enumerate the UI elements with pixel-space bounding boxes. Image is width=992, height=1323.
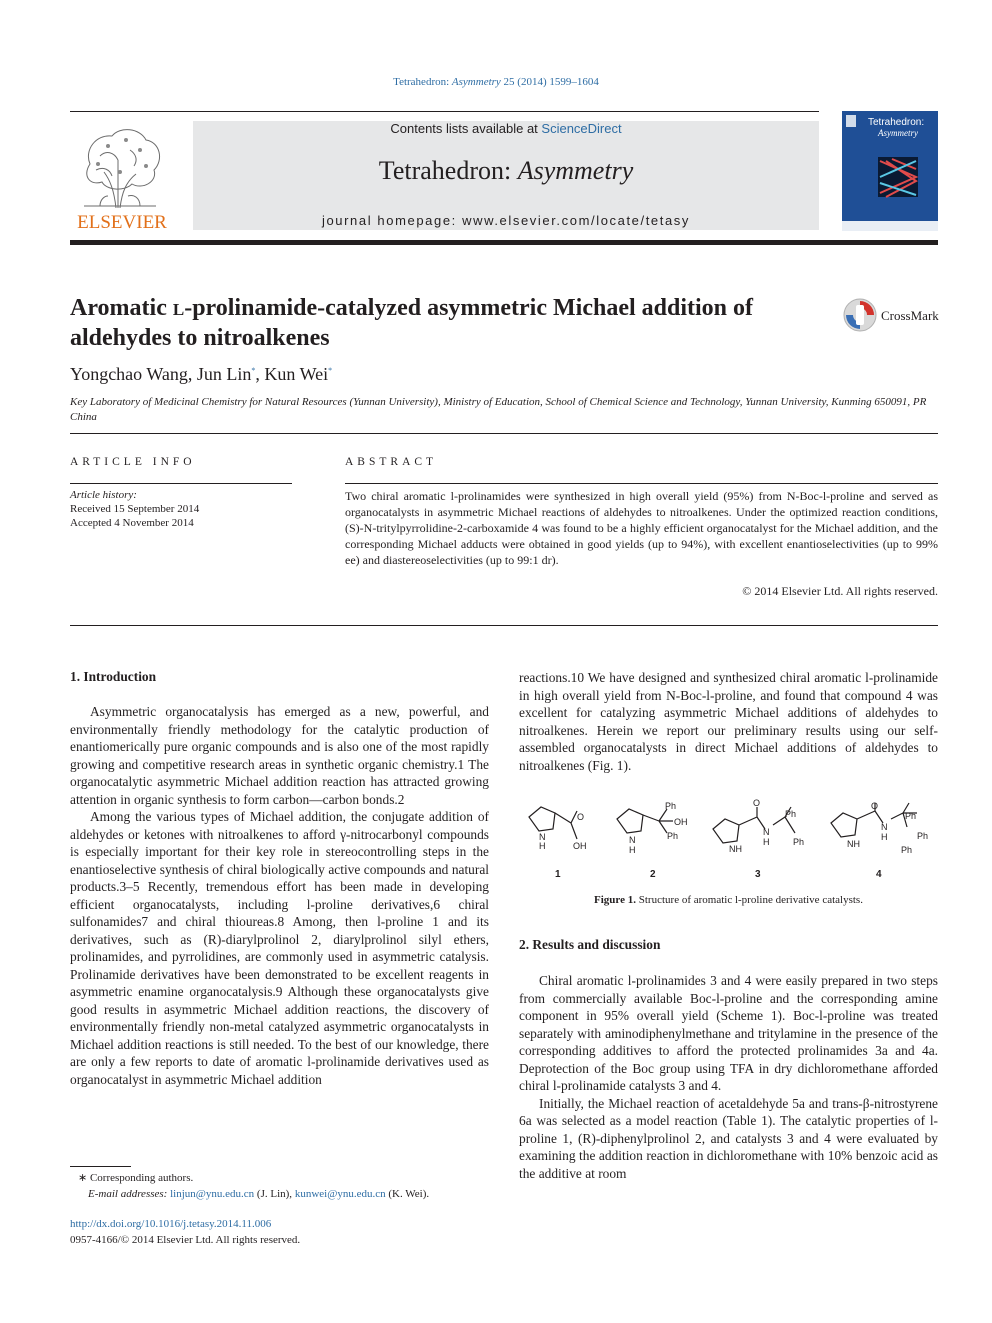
- journal-name-plain: Tetrahedron:: [378, 156, 518, 185]
- author-wei: , Kun Wei: [255, 364, 329, 384]
- atom-H: H: [629, 845, 636, 855]
- article-history: [70, 488, 292, 530]
- atom-OH: OH: [674, 817, 688, 827]
- journal-name-italic: Asymmetry: [517, 156, 634, 185]
- atom-N: N: [629, 835, 636, 845]
- intro-paragraph-1: Asymmetric organocatalysis has emerged as a new, powerful, and environmentally friendly methodology for the catalytic production of enantiomerically pure organic compounds and is also one of the most rapidly growing and competitive research areas in synthetic organic chemistry.1 The organocatalytic asymmetric Michael addition reaction has attracted growing attention in organic synthesis to form carbon—carbon bonds.2: [70, 704, 489, 807]
- section-heading-results: 2. Results and discussion: [519, 937, 661, 952]
- atom-O: O: [871, 801, 879, 811]
- history-label: Article history:: [70, 489, 137, 501]
- doi-block: [70, 1216, 510, 1248]
- cover-title: Tetrahedron:: [868, 117, 925, 128]
- atom-O: O: [753, 798, 761, 808]
- citation-journal: Tetrahedron:: [393, 76, 452, 88]
- atom-Ph: Ph: [793, 837, 805, 847]
- article-title: [70, 293, 830, 353]
- atom-H: H: [763, 837, 770, 847]
- crossmark-label: CrossMark: [881, 308, 939, 323]
- abstract-heading: ABSTRACT: [345, 456, 438, 468]
- cover-subtitle: Asymmetry: [878, 128, 918, 138]
- atom-H: H: [881, 832, 888, 842]
- issn-line: 0957-4166/© 2014 Elsevier Ltd. All rights reserved.: [70, 1234, 301, 1246]
- compound-label-4: 4: [876, 869, 882, 880]
- atom-N: N: [539, 832, 546, 842]
- header-thick-rule: [70, 240, 938, 245]
- elsevier-tree-icon: [70, 120, 174, 232]
- atom-N: N: [881, 822, 888, 832]
- figure-1-caption: [519, 894, 938, 906]
- caption-text: Structure of aromatic l-proline derivative catalysts.: [636, 894, 863, 906]
- journal-homepage: [193, 213, 819, 228]
- atom-OH: OH: [573, 841, 587, 851]
- atom-H: H: [539, 841, 546, 851]
- atom-Ph: Ph: [667, 831, 679, 841]
- atom-O: O: [577, 812, 585, 822]
- article-info-rule: [70, 483, 292, 484]
- homepage-prefix: journal homepage:: [321, 213, 463, 228]
- atom-Ph: Ph: [665, 801, 677, 811]
- citation-journal-italic: Asymmetry: [451, 76, 501, 88]
- results-paragraph-1: Chiral aromatic l-prolinamides 3 and 4 were easily prepared in two steps from commercially available Boc-l-proline and the corresponding amine component in 95% overall yield (Scheme 1). Boc-l-proline was treated separately with aminodiphenylmethane and tritylamine in the presence of the corresponding additives to afford the protected prolinamides 3a and 4a. Deprotection of the Boc group using TFA in dry dichloromethane afforded chiral l-prolinamide catalysts 3 and 4.: [519, 973, 938, 1093]
- abstract-copyright: © 2014 Elsevier Ltd. All rights reserved.: [742, 584, 938, 598]
- header-rule: [70, 111, 819, 112]
- contents-prefix: Contents lists available at: [390, 121, 542, 136]
- corresponding-mark-wei[interactable]: *: [328, 366, 333, 375]
- footnotes: [70, 1170, 510, 1202]
- email-label: E-mail addresses:: [88, 1188, 171, 1200]
- compound-label-1: 1: [555, 869, 561, 880]
- results-paragraph-2: Initially, the Michael reaction of acetaldehyde 5a and trans-β-nitrostyrene 6a was selected as a model reaction (Table 1). The catalytic properties of l-proline 1, (R)-diphenylprolinol 2, and catalysts 3 and 4 were evaluated by examining the addition reaction in dichloromethane with 10% benzoic acid as the additive at room: [519, 1095, 938, 1181]
- divider: [70, 625, 938, 626]
- compound-label-2: 2: [650, 869, 656, 880]
- sciencedirect-link[interactable]: ScienceDirect: [541, 121, 622, 136]
- atom-NH: NH: [729, 844, 742, 854]
- email-link-wei[interactable]: kunwei@ynu.edu.cn: [294, 1188, 386, 1200]
- corresponding-note: Corresponding authors.: [89, 1172, 194, 1184]
- citation-volume-pages: 25 (2014) 1599–1604: [500, 76, 599, 88]
- affiliation: Key Laboratory of Medicinal Chemistry for Natural Resources (Yunnan University), Ministry of Education, School of Chemical Science and Technology, Yunnan University, Kunming 650091, PR China: [70, 396, 927, 423]
- atom-Ph: Ph: [905, 811, 917, 821]
- journal-name: [193, 156, 819, 186]
- atom-N: N: [763, 827, 770, 837]
- catalyst-structures: [519, 795, 938, 885]
- right-column-bottom: [519, 972, 938, 1182]
- contents-line: [193, 121, 819, 136]
- asterisk-mark: ∗: [78, 1172, 90, 1184]
- accepted-date: Accepted 4 November 2014: [70, 517, 194, 529]
- divider: [70, 433, 938, 434]
- right-column-top: [519, 669, 938, 774]
- elsevier-logo[interactable]: [70, 120, 174, 232]
- figure-1: [519, 795, 938, 885]
- email-link-lin[interactable]: linjun@ynu.edu.cn: [170, 1188, 255, 1200]
- abstract-text: Two chiral aromatic l-prolinamides were synthesized in high overall yield (95%) from N-Boc-l-proline and served as organocatalysts in asymmetric Michael reactions of aldehydes to nitroalkenes. Under the optimized reaction conditions, (S)-N-tritylpyrrolidine-2-carboxamide 4 was found to be a highly efficient organocatalyst for the Michael addition, and the corresponding Michael adducts were obtained in good yields (up to 94%), with excellent enantioselectivities (up to 99% ee) and diastereoselectivities (up to 99:1 dr).: [345, 489, 938, 567]
- author-list: [70, 364, 870, 385]
- intro-paragraph-2: Among the various types of Michael addition, the conjugate addition of aldehydes or ketones with nitroalkenes to afford γ-nitrocarbonyl compounds is especially important for their key role in stereocontrolling steps in the enantioselective synthesis of chiral biologically active compounds and natural products.3–5 Recently, tremendous effort has been made in developing efficient organocatalysts, including l-proline derivatives,6 chiral sulfonamides7 and chiral thioureas.8 Among, then l-proline 1 and its derivatives, such as (R)-diarylprolinol 2, diarylprolinol silyl ethers, prolinamides, and pyrrolidines, are commonly used in asymmetric catalysis. Prolinamide derivatives have been demonstrated to be excellent reagents in asymmetric enamine organocatalysis.9 Although these organocatalysts give good results in asymmetric Michael addition reactions, the discovery of environmentally friendly non-metal catalyzed asymmetric organocatalysts in Michael addition reactions is still needed. To the best of our knowledge, there are only a few reports to date of aromatic l-prolinamide derivatives used as organocatalyst in asymmetric Michael addition: [70, 809, 489, 1087]
- title-part2: -prolinamide-catalyzed asymmetric Michael addition of aldehydes to nitroalkenes: [70, 295, 754, 351]
- corresponding-mark-lin[interactable]: *: [251, 366, 256, 375]
- atom-Ph: Ph: [917, 831, 929, 841]
- title-part1: Aromatic: [70, 295, 173, 321]
- section-heading-introduction: 1. Introduction: [70, 669, 157, 684]
- left-column: [70, 703, 489, 1088]
- author-lin: Jun Lin: [196, 364, 252, 384]
- abstract-rule: [345, 483, 938, 484]
- crossmark-badge[interactable]: [843, 297, 943, 333]
- compound-label-3: 3: [755, 869, 761, 880]
- atom-Ph: Ph: [785, 809, 797, 819]
- article-info-heading: ARTICLE INFO: [70, 456, 196, 468]
- caption-label: Figure 1.: [594, 894, 636, 906]
- cover-art: [842, 111, 938, 231]
- crossmark-icon: [843, 297, 943, 333]
- intro-paragraph-3: reactions.10 We have designed and synthesized chiral aromatic l-prolinamide in high overall yield from N-Boc-l-proline, and found that compound 4 was excellent for catalyzing asymmetric Michael additions of aldehydes to nitroalkenes. Herein we report our preliminary results using our self-assembled organocatalysts in direct Michael additions of aldehydes to nitroalkenes (Fig. 1).: [519, 670, 938, 773]
- atom-Ph: Ph: [901, 845, 913, 855]
- email-name-wei: (K. Wei).: [385, 1188, 430, 1200]
- received-date: Received 15 September 2014: [70, 503, 200, 515]
- email-name-lin: (J. Lin),: [254, 1188, 295, 1200]
- title-small-caps: l: [172, 295, 185, 321]
- atom-NH: NH: [847, 839, 860, 849]
- journal-citation[interactable]: [0, 76, 992, 88]
- homepage-url[interactable]: www.elsevier.com/locate/tetasy: [462, 213, 690, 228]
- author-wang: Yongchao Wang,: [70, 364, 197, 384]
- footnote-rule: [70, 1166, 131, 1167]
- elsevier-wordmark: ELSEVIER: [77, 212, 167, 232]
- doi-link[interactable]: http://dx.doi.org/10.1016/j.tetasy.2014.11.006: [70, 1218, 272, 1230]
- journal-cover-image[interactable]: [842, 111, 938, 231]
